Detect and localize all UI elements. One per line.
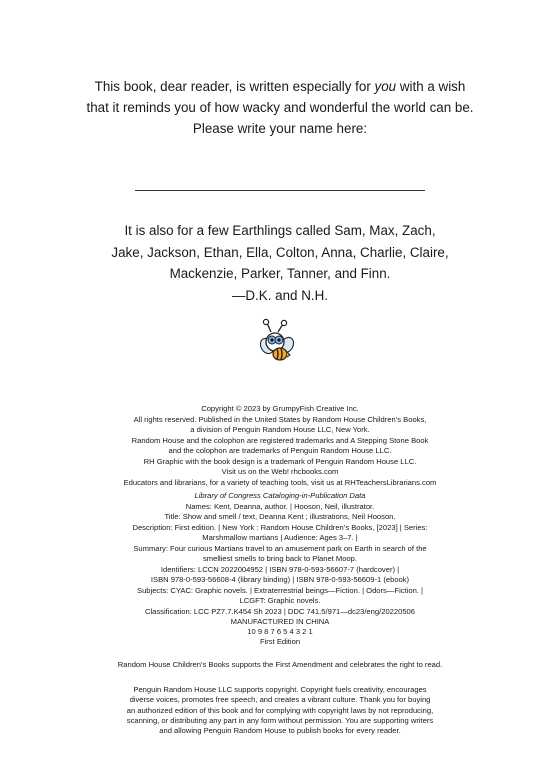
dedication-line-1 [20,76,540,97]
copyright-block [20,404,540,488]
cataloging-line: Subjects: CYAC: Graphic novels. | Extraterrestrial beings—Fiction. | Odors—Fiction. | [137,585,423,595]
name-signature-line [135,190,425,191]
copyright-line: Visit us on the Web! rhcbooks.com [221,467,339,476]
cataloging-line: Identifiers: LCCN 2022004952 | ISBN 978-0-593-56607-7 (hardcover) | [160,564,400,574]
dedication-emphasis: you [374,79,397,94]
cataloging-data [20,491,540,617]
edition: First Edition [259,637,301,646]
bee-alien-mascot-icon [256,318,296,368]
cataloging-line: ISBN 978-0-593-56608-4 (library binding) | ISBN 978-0-593-56609-1 (ebook) [150,575,410,584]
earthlings-line-2: Jake, Jackson, Ethan, Ella, Colton, Anna, Charlie, Claire, [111,244,449,260]
cataloging-line: Names: Kent, Deanna, author. | Hooson, Neil, illustrator. [185,501,375,511]
cataloging-line: Marshmallow martians | Audience: Ages 3–7. | [202,533,358,542]
earthlings-line-3: Mackenzie, Parker, Tanner, and Finn. [169,266,391,281]
earthlings-dedication [20,220,540,306]
copyright-line: Educators and librarians, for a variety of teaching tools, visit us at RHTeachersLibrarians.com [123,477,437,487]
statement-line: Penguin Random House LLC supports copyright. Copyright fuels creativity, encourages [133,685,427,694]
dedication-line-1-end: with a wish [396,79,466,94]
copyright-line: Random House and the colophon are registered trademarks and A Stepping Stone Book [131,435,429,445]
cataloging-line: LCGFT: Graphic novels. [239,596,321,605]
first-amendment-statement: Random House Children’s Books supports the First Amendment and celebrates the right to read. [117,660,443,669]
cataloging-title: Library of Congress Cataloging-in-Publication Data [194,491,366,500]
cataloging-line: Classification: LCC PZ7.7.K454 Sh 2023 | DDC 741.5/971—dc23/eng/20220506 [144,606,416,616]
cataloging-line: smelliest smells to bring back to Planet Moop. [202,554,358,563]
statement-line: and allowing Penguin Random House to publish books for every reader. [159,726,401,736]
earthlings-line-1: It is also for a few Earthlings called Sam, Max, Zach, [124,223,436,238]
manufacturing-info [20,617,540,647]
statement-line: scanning, or distributing any part in any form without permission. You are supporting writers [126,715,434,725]
statement-line: an authorized edition of this book and for complying with copyright laws by not reproducing, [126,705,434,715]
copyright-line: and the colophon are trademarks of Penguin Random House LLC. [168,446,392,455]
copyright-line: Copyright © 2023 by GrumpyFish Creative Inc. [201,404,359,413]
cataloging-line: Title: Show and smell / text, Deanna Kent ; illustrations, Neil Hooson. [164,512,396,521]
dedication-line-1-start: This book, dear reader, is written especially for [94,79,375,94]
cataloging-line: Summary: Four curious Martians travel to an amusement park on Earth in search of the [133,543,427,553]
statement-line: diverse voices, promotes free speech, and creates a vibrant culture. Thank you for buying [129,695,431,705]
printing-line: 10 9 8 7 6 5 4 3 2 1 [247,627,313,636]
copyright-line: RH Graphic with the book design is a trademark of Penguin Random House LLC. [143,456,417,466]
manufactured-in: MANUFACTURED IN CHINA [230,617,330,626]
cataloging-line: Description: First edition. | New York : Random House Children’s Books, [2023] | Series: [132,522,428,532]
copyright-support-statement [20,685,540,736]
dedication-line-2: that it reminds you of how wacky and wonderful the world can be. [86,100,474,115]
copyright-line: a division of Penguin Random House LLC, New York. [190,425,370,434]
copyright-line: All rights reserved. Published in the United States by Random House Children’s Books, [133,414,427,424]
author-initials: —D.K. and N.H. [232,287,328,303]
dedication [20,76,540,139]
dedication-line-3: Please write your name here: [192,121,368,136]
